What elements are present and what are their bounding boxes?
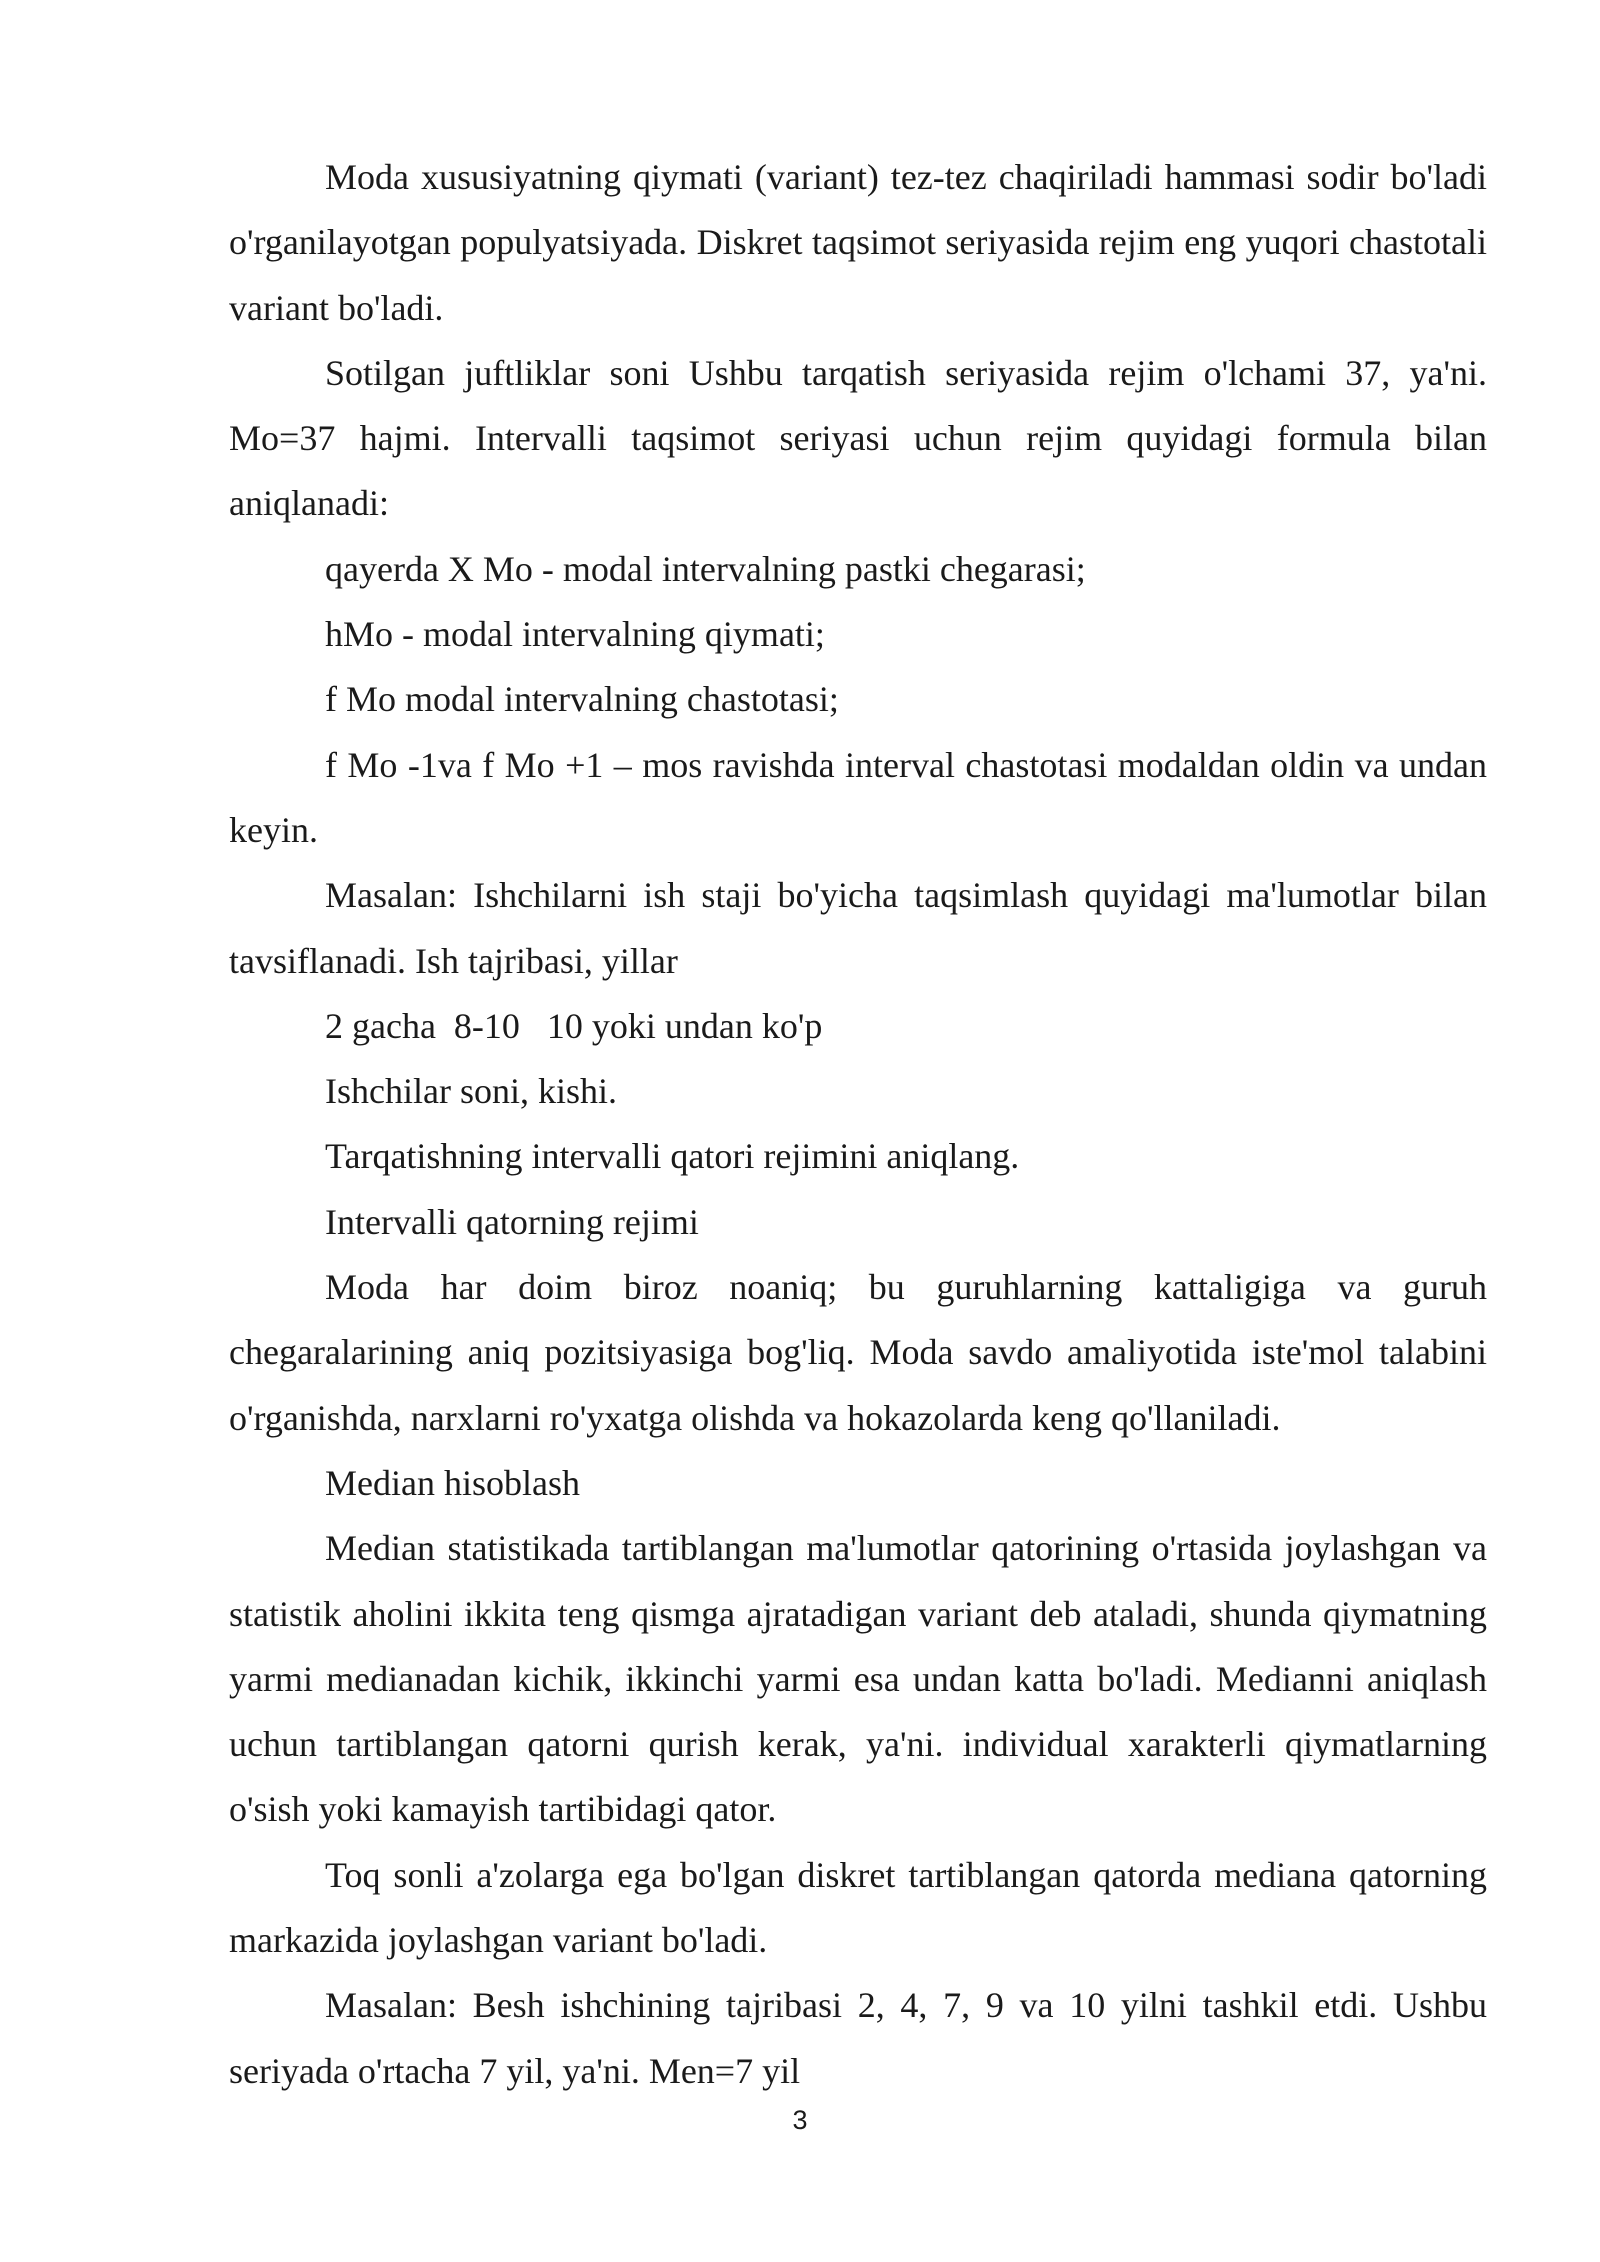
paragraph-task: Tarqatishning intervalli qatori rejimini aniqlang. xyxy=(325,1136,1020,1177)
paragraph-median-example: Masalan: Besh ishchining tajribasi 2, 4, 7, 9 va 10 yilni tashkil etdi. Ushbu seriyada o'rtacha 7 yil, ya'ni. Men=7 yil xyxy=(229,1985,1487,2091)
paragraph-formula-hmo: hMo - modal intervalning qiymati; xyxy=(325,614,825,655)
paragraph-median-odd: Toq sonli a'zolarga ega bo'lgan diskret tartiblangan qatorda mediana qatorning markazida joylashgan variant bo'ladi. xyxy=(229,1854,1487,1961)
paragraph-mode-example: Sotilgan juftliklar soni Ushbu tarqatish seriyasida rejim o'lchami 37, ya'ni. Mo=37 hajmi. Intervalli taqsimot seriyasi uchun rejim quyidagi formula bilan aniqlanadi: xyxy=(229,352,1487,524)
page-number: 3 xyxy=(792,2105,808,2135)
paragraph-formula-xmo: qayerda X Mo - modal intervalning pastki chegarasi; xyxy=(325,548,1086,589)
page-body xyxy=(229,145,1487,2104)
paragraph-formula-fmo: f Mo modal intervalning chastotasi; xyxy=(325,679,839,720)
paragraph-interval-mode-heading: Intervalli qatorning rejimi xyxy=(325,1201,699,1242)
paragraph-mode-imprecision: Moda har doim biroz noaniq; bu guruhlarning kattaligiga va guruh chegaralarining aniq pozitsiyasiga bog'liq. Moda savdo amaliyotida iste'mol talabini o'rganishda, narxlarni ro'yxatga olishda va hokazolarda keng qo'llaniladi. xyxy=(229,1267,1487,1438)
paragraph-formula-fmo-neighbors: f Mo -1va f Mo +1 – mos ravishda interval chastotasi modaldan oldin va undan keyin. xyxy=(229,744,1487,850)
paragraph-median-definition: Median statistikada tartiblangan ma'lumotlar qatorining o'rtasida joylashgan va statistik aholini ikkita teng qismga ajratadigan variant deb ataladi, shunda qiymatning yarmi medianadan kichik, ikkinchi yarmi esa undan katta bo'ladi. Medianni aniqlash uchun tartiblangan qatorni qurish kerak, ya'ni. individual xarakterli qiymatlarning o'sish yoki kamayish tartibidagi qator. xyxy=(229,1528,1487,1830)
paragraph-workers-count: Ishchilar soni, kishi. xyxy=(325,1071,617,1112)
paragraph-experience-intervals: 2 gacha 8-10 10 yoki undan ko'p xyxy=(325,1005,823,1046)
paragraph-median-heading: Median hisoblash xyxy=(325,1462,580,1503)
paragraph-example-workers: Masalan: Ishchilarni ish staji bo'yicha taqsimlash quyidagi ma'lumotlar bilan tavsiflanadi. Ish tajribasi, yillar xyxy=(229,875,1487,981)
paragraph-mode-definition: Moda xususiyatning qiymati (variant) tez-tez chaqiriladi hammasi sodir bo'ladi o'rganilayotgan populyatsiyada. Diskret taqsimot seriyasida rejim eng yuqori chastotali variant bo'ladi. xyxy=(229,157,1487,328)
